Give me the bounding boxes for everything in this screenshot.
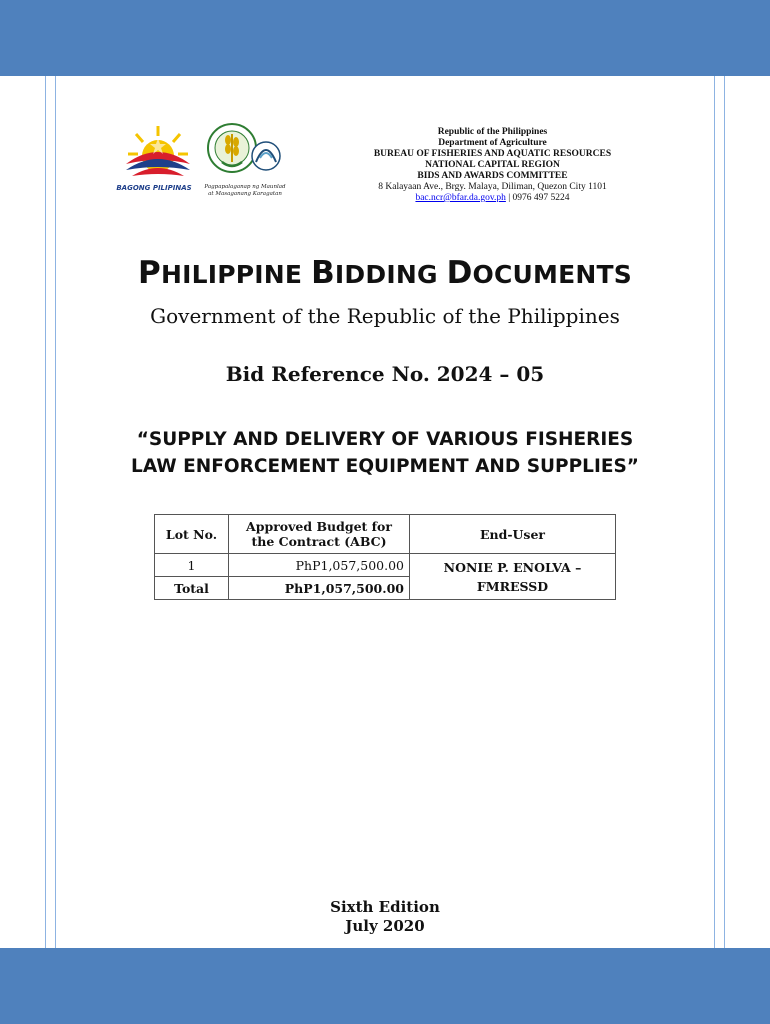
bottom-footer-band	[0, 948, 770, 1024]
top-header-band	[0, 0, 770, 76]
phone-number: | 0976 497 5224	[505, 193, 570, 203]
republic-line: Republic of the Philippines	[437, 127, 548, 137]
document-subtitle: Government of the Republic of the Philippines	[150, 304, 620, 328]
agency-logos	[108, 118, 288, 203]
letterhead	[330, 127, 655, 204]
bureau-line: BUREAU OF FISHERIES AND AQUATIC RESOURCES	[373, 149, 612, 159]
department-of-agriculture-logo	[204, 118, 284, 188]
right-border-rule-inner	[714, 76, 715, 948]
bid-reference: Bid Reference No. 2024 – 05	[225, 362, 545, 386]
end-user: NONIE P. ENOLVA – FMRESSD	[410, 554, 616, 600]
total-abc: PhP1,057,500.00	[229, 577, 410, 600]
da-tagline: Pagpapalaganap ng Maunlad at Masaganang Karagatan	[204, 184, 286, 197]
table-row	[155, 554, 616, 577]
document-title: PHILIPPINE BIDDING DOCUMENTS	[138, 255, 632, 291]
edition-block	[235, 898, 535, 936]
edition-date: July 2020	[345, 917, 425, 935]
lot-number: 1	[155, 554, 229, 577]
left-border-rule-inner	[55, 76, 56, 948]
lot-abc: PhP1,057,500.00	[229, 554, 410, 577]
department-line: Department of Agriculture	[438, 138, 547, 148]
region-line: NATIONAL CAPITAL REGION	[425, 160, 560, 170]
contact-line	[330, 193, 655, 204]
project-title: “SUPPLY AND DELIVERY OF VARIOUS FISHERIES LAW ENFORCEMENT EQUIPMENT AND SUPPLIES”	[131, 429, 639, 477]
header-end-user: End-User	[410, 515, 616, 554]
email-link[interactable]: bac.ncr@bfar.da.gov.ph	[415, 193, 506, 203]
committee-line: BIDS AND AWARDS COMMITTEE	[417, 171, 568, 181]
left-border-rule	[45, 76, 46, 948]
abc-table	[154, 514, 616, 600]
total-label: Total	[155, 577, 229, 600]
header-lot-no: Lot No.	[155, 515, 229, 554]
right-border-rule	[724, 76, 725, 948]
table-header-row	[155, 515, 616, 554]
header-abc: Approved Budget for the Contract (ABC)	[229, 515, 410, 554]
bagong-pilipinas-text: BAGONG PILIPINAS	[116, 184, 192, 192]
edition-text: Sixth Edition	[330, 898, 440, 916]
address-line: 8 Kalayaan Ave., Brgy. Malaya, Diliman, Quezon City 1101	[378, 182, 607, 192]
